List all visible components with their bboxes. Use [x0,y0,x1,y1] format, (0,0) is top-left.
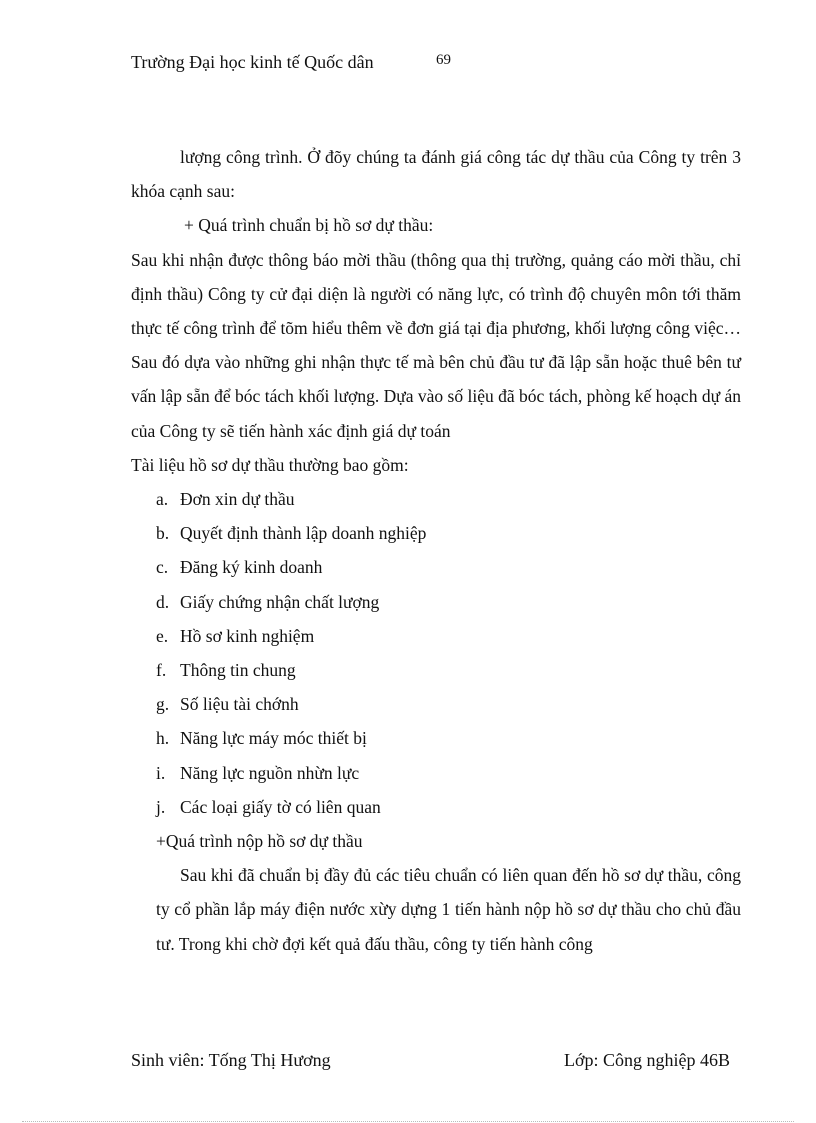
paragraph-preparation: Sau khi nhận được thông báo mời thầu (thông qua thị trường, quảng cáo mời thầu, chỉ định thầu) Công ty cử đại diện là người có năng lực, có trình độ chuyên môn tới thăm thực tế công trình để tõm hiểu thêm về đơn giá tại địa phương, khối lượng công việc…Sau đó dựa vào những ghi nhận thực tế mà bên chủ đầu tư đã lập sẵn hoặc thuê bên tư vấn lập sẵn để bóc tách khối lượng. Dựa vào số liệu đã bóc tách, phòng kế hoạch dự án của Công ty sẽ tiến hành xác định giá dự toán [131,249,741,441]
list-item-text: Năng lực nguồn nhừn lực [180,762,360,783]
page-number: 69 [436,52,451,68]
list-item [131,585,741,619]
list-item [131,482,741,516]
paragraph-submission: Sau khi đã chuẩn bị đầy đủ các tiêu chuẩn có liên quan đến hồ sơ dự thầu, công ty cổ phần lắp máy điện nước xừy dựng 1 tiến hành nộp hồ sơ dự thầu cho chủ đầu tư. Trong khi chờ đợi kết quả đấu thầu, công ty tiến hành công [156,865,741,954]
list-item-text: Giấy chứng nhận chất lượng [180,591,380,612]
list-item [131,756,741,790]
paragraph-intro: lượng công trình. Ở đõy chúng ta đánh giá công tác dự thầu của Công ty trên 3 khóa cạnh sau: [131,147,741,202]
list-item [131,550,741,584]
list-intro: Tài liệu hồ sơ dự thầu thường bao gồm: [131,454,409,475]
header-school-name: Trường Đại học kinh tế Quốc dân [131,52,374,72]
list-item [131,619,741,653]
list-item [131,653,741,687]
list-marker: g. [156,694,170,715]
list-item-text: Thông tin chung [180,660,296,681]
list-marker: e. [156,625,169,646]
footer-student: Sinh viên: Tống Thị Hương [131,1050,331,1070]
list-item-text: Quyết định thành lập doanh nghiệp [180,523,427,544]
footer-class: Lớp: Công nghiệp 46B [564,1050,731,1070]
subheading-preparation: + Quá trình chuẩn bị hồ sơ dự thầu: [184,215,434,236]
subheading-submission: +Quá trình nộp hồ sơ dự thầu [156,831,363,852]
list-marker: d. [156,591,170,612]
list-item-text: Năng lực máy móc thiết bị [180,728,367,749]
document-list [131,482,741,824]
page-bottom-divider [22,1121,794,1122]
list-marker: f. [156,660,167,681]
list-marker: b. [156,523,170,544]
list-marker: c. [156,557,169,578]
list-item-text: Hồ sơ kinh nghiệm [180,625,315,646]
list-item-text: Đăng ký kinh doanh [180,557,323,578]
list-item [131,687,741,721]
document-body [131,140,741,961]
list-item-text: Các loại giấy tờ có liên quan [180,796,381,817]
list-marker: j. [156,796,166,817]
list-item [131,516,741,550]
list-marker: i. [156,762,166,783]
list-marker: a. [156,489,169,510]
list-item [131,790,741,824]
list-item-text: Số liệu tài chớnh [180,694,299,715]
list-item [131,721,741,755]
list-item-text: Đơn xin dự thầu [180,489,295,510]
list-marker: h. [156,728,170,749]
